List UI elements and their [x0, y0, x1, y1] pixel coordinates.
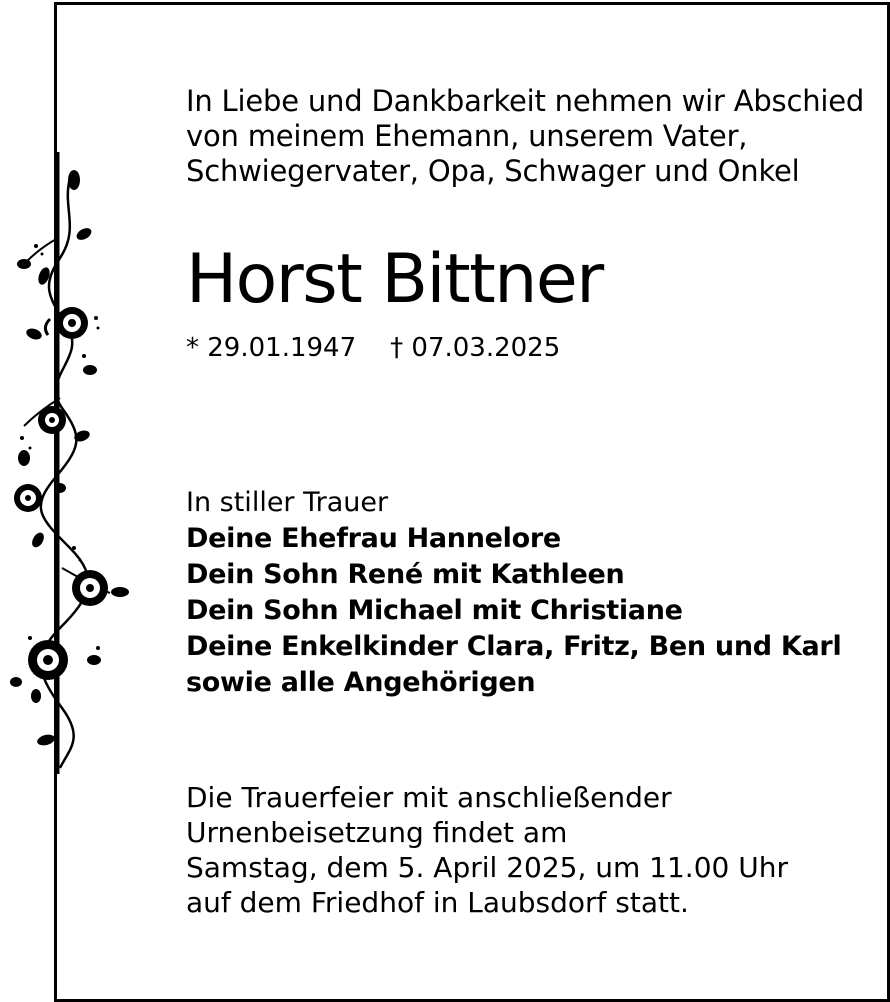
birth-date: * 29.01.1947: [186, 333, 357, 363]
death-date: † 07.03.2025: [390, 333, 561, 363]
mourner-line: Deine Enkelkinder Clara, Fritz, Ben und Karl: [186, 631, 842, 662]
service-line: Samstag, dem 5. April 2025, um 11.00 Uhr: [186, 851, 788, 884]
intro-text: [186, 84, 864, 189]
rose-vine-icon: [0, 148, 140, 778]
mourner-line: Dein Sohn Michael mit Christiane: [186, 595, 683, 626]
service-info: [186, 780, 788, 920]
mourners-list: [186, 485, 841, 701]
mourners-lead: In stiller Trauer: [186, 487, 389, 518]
service-line: auf dem Friedhof in Laubsdorf statt.: [186, 886, 689, 919]
intro-line: von meinem Ehemann, unserem Vater,: [186, 119, 748, 153]
intro-line: In Liebe und Dankbarkeit nehmen wir Abschied: [186, 84, 865, 118]
mourner-line: Dein Sohn René mit Kathleen: [186, 559, 625, 590]
intro-line: Schwiegervater, Opa, Schwager und Onkel: [186, 154, 800, 188]
life-dates: [186, 330, 560, 366]
mourner-line: Deine Ehefrau Hannelore: [186, 523, 561, 554]
mourner-line: sowie alle Angehörigen: [186, 667, 536, 698]
service-line: Urnenbeisetzung findet am: [186, 816, 568, 849]
deceased-name: Horst Bittner: [186, 240, 603, 319]
service-line: Die Trauerfeier mit anschließender: [186, 781, 672, 814]
